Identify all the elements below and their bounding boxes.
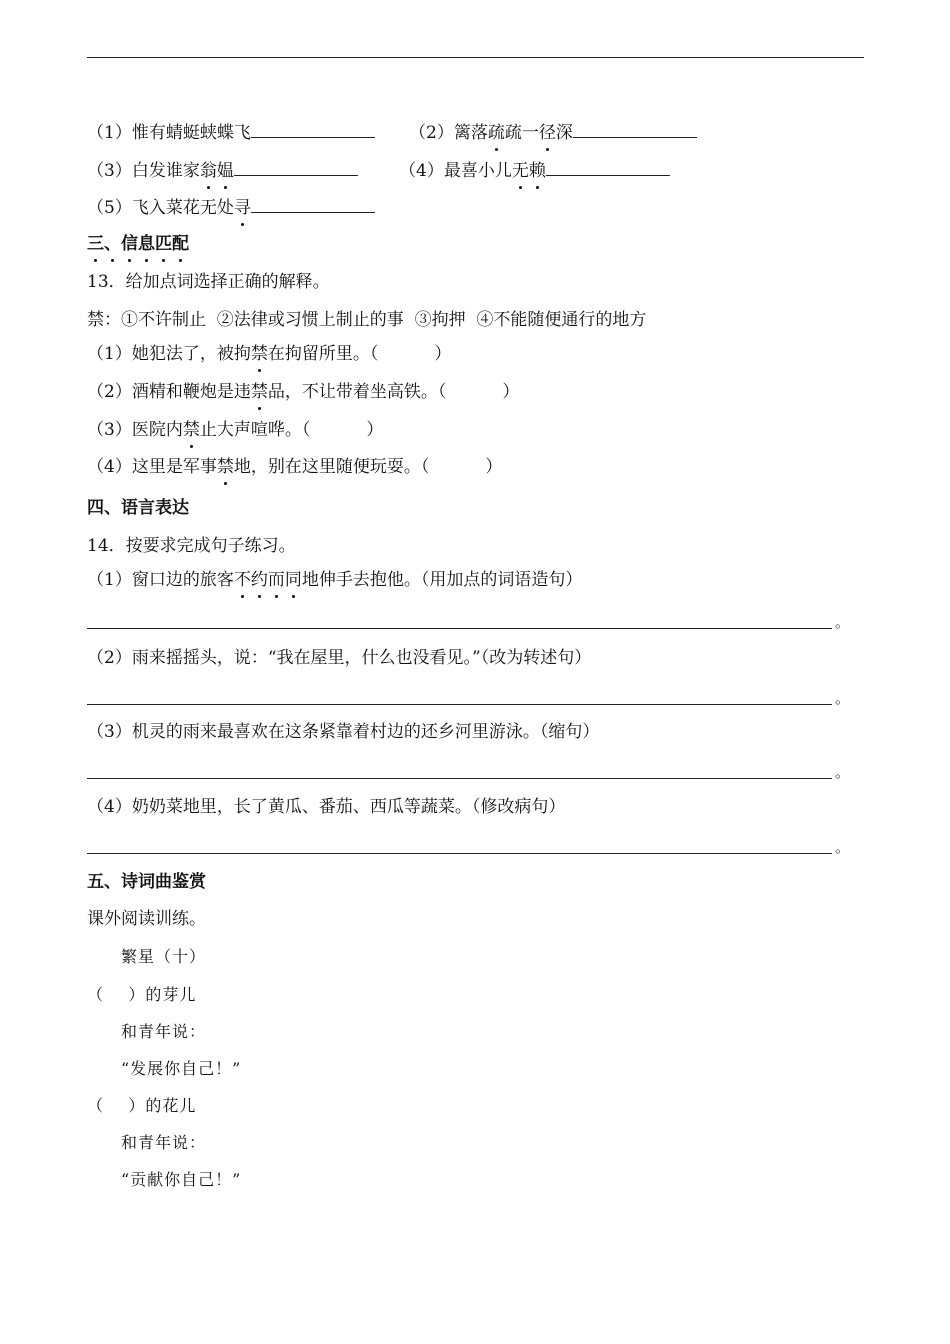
- poem-line: （ ）的芽儿: [87, 985, 197, 1004]
- dotted-char: 媪: [216, 161, 234, 181]
- q14-item-3: （3）机灵的雨来最喜欢在这条紧靠着村边的还乡河里游泳。（缩句）: [87, 722, 600, 742]
- section-title-char: 配: [172, 234, 189, 254]
- section-title-char: 信: [121, 234, 138, 254]
- poem-title: 繁星（十）: [121, 947, 207, 966]
- item-text: （5）飞入菜花无处: [87, 198, 234, 218]
- answer-period: 。: [835, 689, 851, 707]
- item-text: 地，别在这里随便玩耍。（: [233, 457, 430, 477]
- dotted-char: 翁: [199, 161, 217, 181]
- item-text: 在拘留所里。（: [267, 344, 379, 364]
- item-text: （2）篱落: [409, 123, 488, 143]
- paren-close: ）: [434, 344, 452, 364]
- dotted-char: 同: [284, 570, 302, 590]
- answer-period: 。: [835, 613, 851, 631]
- section-title-char: 、: [104, 234, 121, 254]
- paren-close: ）: [485, 457, 503, 477]
- item-text: （3）医院内: [87, 420, 183, 440]
- q13-item-3: [87, 418, 383, 442]
- answer-blank[interactable]: [251, 194, 375, 213]
- answer-period: 。: [835, 838, 851, 856]
- item-text: 止大声喧哗。（: [199, 420, 311, 440]
- item-text: （3）白发谁家: [87, 161, 200, 181]
- q12-item-1: [87, 119, 375, 145]
- section-5-intro: 课外阅读训练。: [87, 909, 206, 929]
- answer-period: 。: [835, 763, 851, 781]
- q14-item-1: [87, 568, 582, 592]
- answer-blank[interactable]: [573, 119, 697, 138]
- poem-line: “贡献你自己！”: [121, 1170, 242, 1189]
- dotted-char: 禁: [182, 420, 200, 440]
- dotted-char: 径: [538, 123, 556, 143]
- answer-line-3[interactable]: [87, 778, 832, 779]
- poem-line: “发展你自己！”: [121, 1059, 242, 1078]
- section-4-title: 四、语言表达: [87, 498, 189, 518]
- dotted-char: 而: [267, 570, 285, 590]
- q13-stem: 13．给加点词选择正确的解释。: [87, 272, 330, 292]
- dotted-char: 无: [511, 161, 529, 181]
- item-text: （2）酒精和鞭炮是违: [87, 382, 251, 402]
- dotted-char: 赖: [528, 161, 546, 181]
- q14-item-2: （2）雨来摇摇头，说：“我在屋里，什么也没看见。”（改为转述句）: [87, 648, 592, 668]
- poem-line: 和青年说：: [121, 1133, 207, 1152]
- dotted-char: 约: [250, 570, 268, 590]
- q13-item-1: [87, 342, 451, 366]
- q12-item-5: [87, 194, 375, 220]
- q13-item-4: [87, 455, 502, 479]
- q13-definitions: 禁：①不许制止 ②法律或习惯上制止的事 ③拘押 ④不能随便通行的地方: [87, 310, 647, 330]
- dotted-char: 禁: [250, 382, 268, 402]
- item-text: 地伸手去抱他。（用加点的词语造句）: [301, 570, 583, 590]
- q12-item-2: [409, 119, 697, 145]
- dotted-char: 禁: [216, 457, 234, 477]
- poem-line: （ ）的花儿: [87, 1096, 197, 1115]
- paren-close: ）: [502, 382, 520, 402]
- item-text: 品，不让带着坐高铁。（: [267, 382, 447, 402]
- dotted-char: 疏: [487, 123, 505, 143]
- answer-line-1[interactable]: [87, 628, 832, 629]
- dotted-char: 禁: [250, 344, 268, 364]
- section-title-char: 息: [138, 234, 155, 254]
- q14-stem: 14．按要求完成句子练习。: [87, 536, 296, 556]
- section-title-char: 匹: [155, 234, 172, 254]
- q13-item-2: [87, 380, 519, 404]
- q12-item-3: [87, 157, 358, 183]
- item-text: （4）这里是军事: [87, 457, 217, 477]
- paren-close: ）: [366, 420, 384, 440]
- item-text: 疏一: [504, 123, 539, 143]
- item-text: （1）惟有蜻蜓蛱蝶飞: [87, 123, 251, 143]
- answer-line-2[interactable]: [87, 704, 832, 705]
- answer-blank[interactable]: [234, 157, 358, 176]
- answer-blank[interactable]: [251, 119, 375, 138]
- poem-line: 和青年说：: [121, 1022, 207, 1041]
- item-text: （1）她犯法了，被拘: [87, 344, 251, 364]
- item-text: 深: [555, 123, 573, 143]
- q12-item-4: [399, 157, 670, 183]
- section-5-title: 五、诗词曲鉴赏: [87, 872, 206, 892]
- dotted-char: 寻: [233, 198, 251, 218]
- section-title-char: 三: [87, 234, 104, 254]
- item-text: （1）窗口边的旅客: [87, 570, 234, 590]
- dotted-char: 不: [233, 570, 251, 590]
- q14-item-4: （4）奶奶菜地里，长了黄瓜、番茄、西瓜等蔬菜。（修改病句）: [87, 797, 566, 817]
- item-text: （4）最喜小儿: [399, 161, 512, 181]
- section-3-title: [87, 232, 189, 256]
- answer-line-4[interactable]: [87, 853, 832, 854]
- header-rule: [87, 57, 864, 58]
- answer-blank[interactable]: [546, 157, 670, 176]
